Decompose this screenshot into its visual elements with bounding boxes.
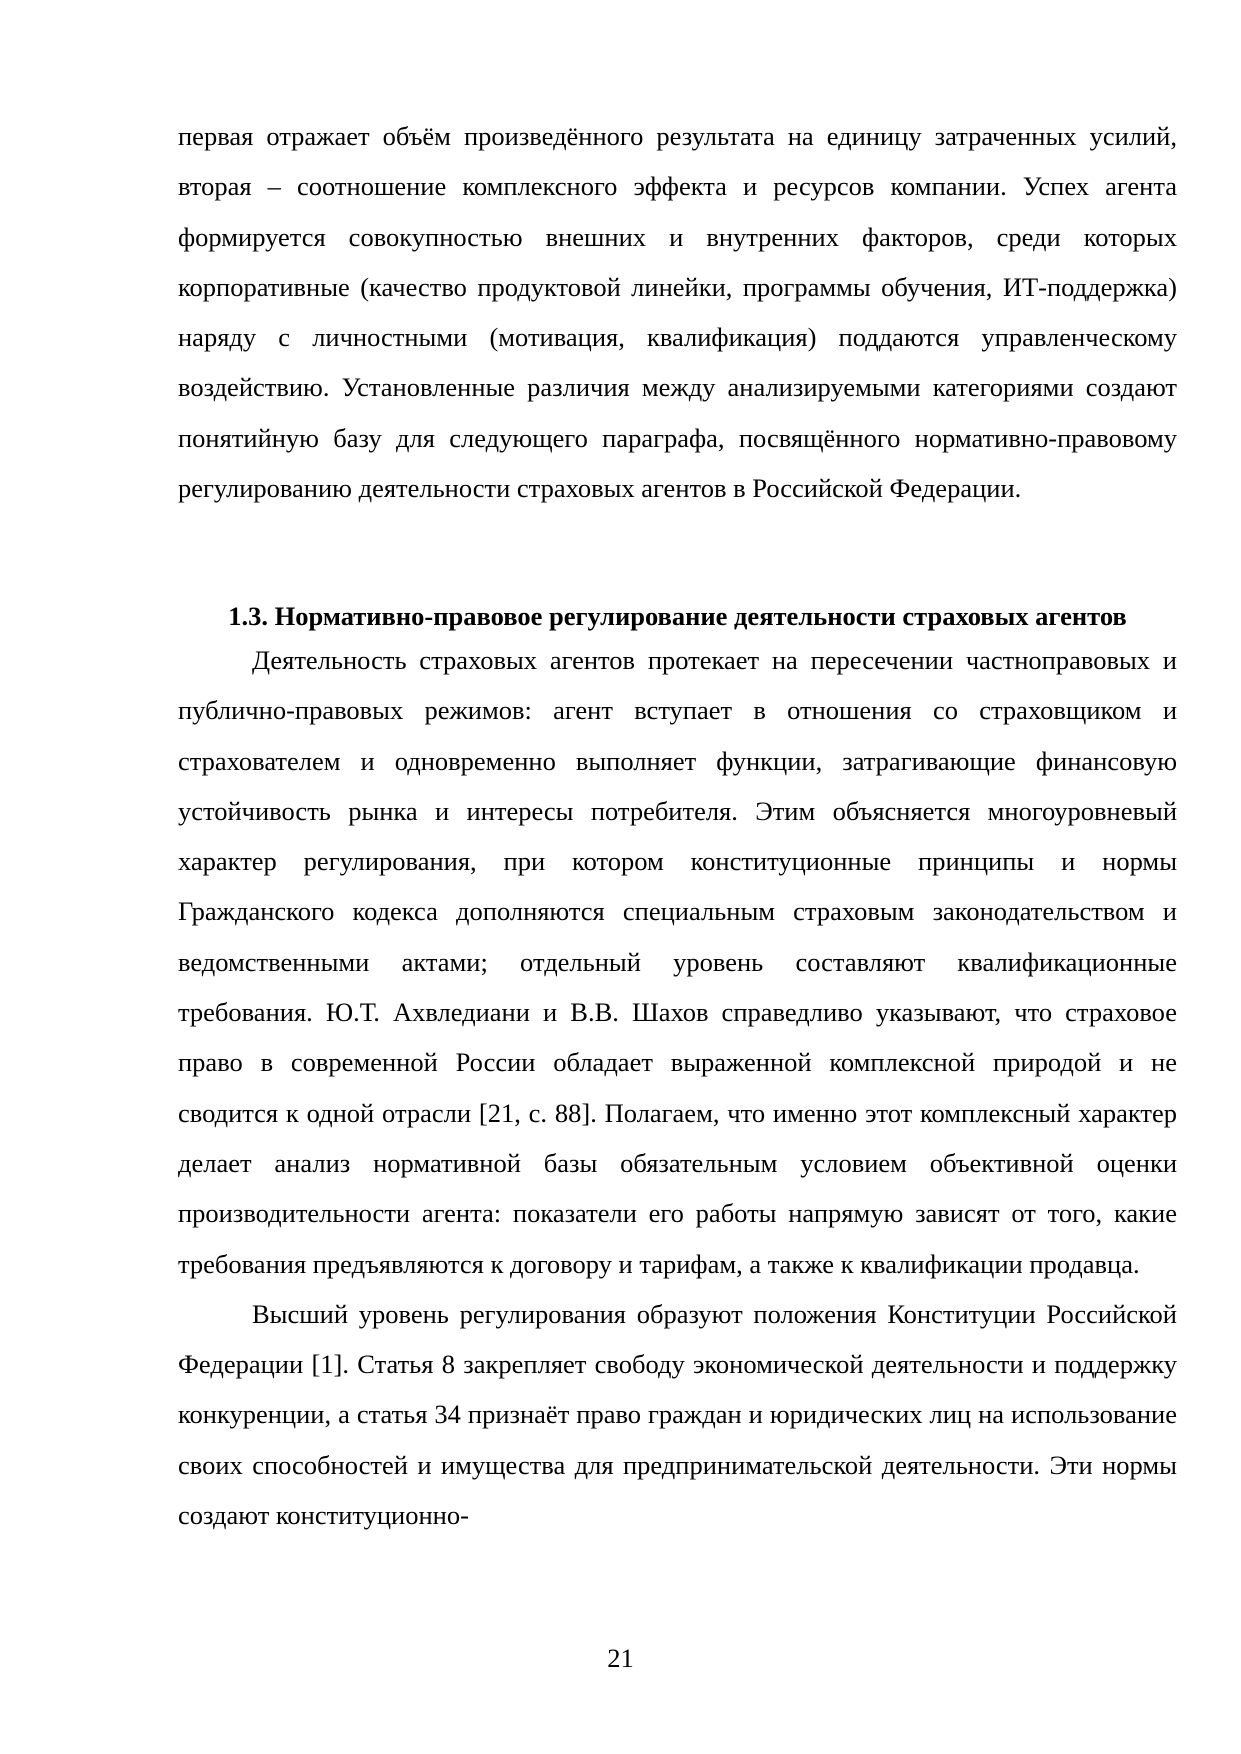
text-block-top — [178, 111, 1177, 513]
paragraph-activity: Деятельность страховых агентов протекает на пересечении частноправовых и публично-правовых режимов: агент вступает в отношения со страховщиком и страхователем и одновременно выполняет функции, затрагивающие финансовую устойчивость рынка и интересы потребителя. Этим объясняется многоуровневый характер регулирования, при котором конституционные принципы и нормы Гражданского кодекса дополняются специальным страховым законодательством и ведомственными актами; отдельный уровень составляют квалификационные требования. Ю.Т. Ахвледиани и В.В. Шахов справедливо указывают, что страховое право в современной России обладает выраженной комплексной природой и не сводится к одной отрасли [21, с. 88]. Полагаем, что именно этот комплексный характер делает анализ нормативной базы обязательным условием объективной оценки производительности агента: показатели его работы напрямую зависят от того, какие требования предъявляются к договору и тарифам, а также к квалификации продавца. — [178, 645, 1177, 1279]
section-heading: 1.3. Нормативно-правовое регулирование деятельности страховых агентов — [228, 601, 1127, 631]
paragraph-constitution: Высший уровень регулирования образуют положения Конституции Российской Федерации [1]. Статья 8 закрепляет свободу экономической деятельности и поддержку конкуренции, а статья 34 признаёт право граждан и юридических лиц на использование своих способностей и имущества для предпринимательской деятельности. Эти нормы создают конституционно- — [178, 1298, 1177, 1531]
page-number: 21 — [607, 1643, 634, 1673]
text-block-main — [178, 635, 1177, 1540]
paragraph-continued: первая отражает объём произведённого результата на единицу затраченных усилий, вторая – соотношение комплексного эффекта и ресурсов компании. Успех агента формируется совокупностью внешних и внутренних факторов, среди которых корпоративные (качество продуктовой линейки, программы обучения, ИТ-поддержка) наряду с личностными (мотивация, квалификация) поддаются управленческому воздействию. Установленные различия между анализируемыми категориями создают понятийную базу для следующего параграфа, посвящённого нормативно-правовому регулированию деятельности страховых агентов в Российской Федерации. — [178, 121, 1177, 504]
